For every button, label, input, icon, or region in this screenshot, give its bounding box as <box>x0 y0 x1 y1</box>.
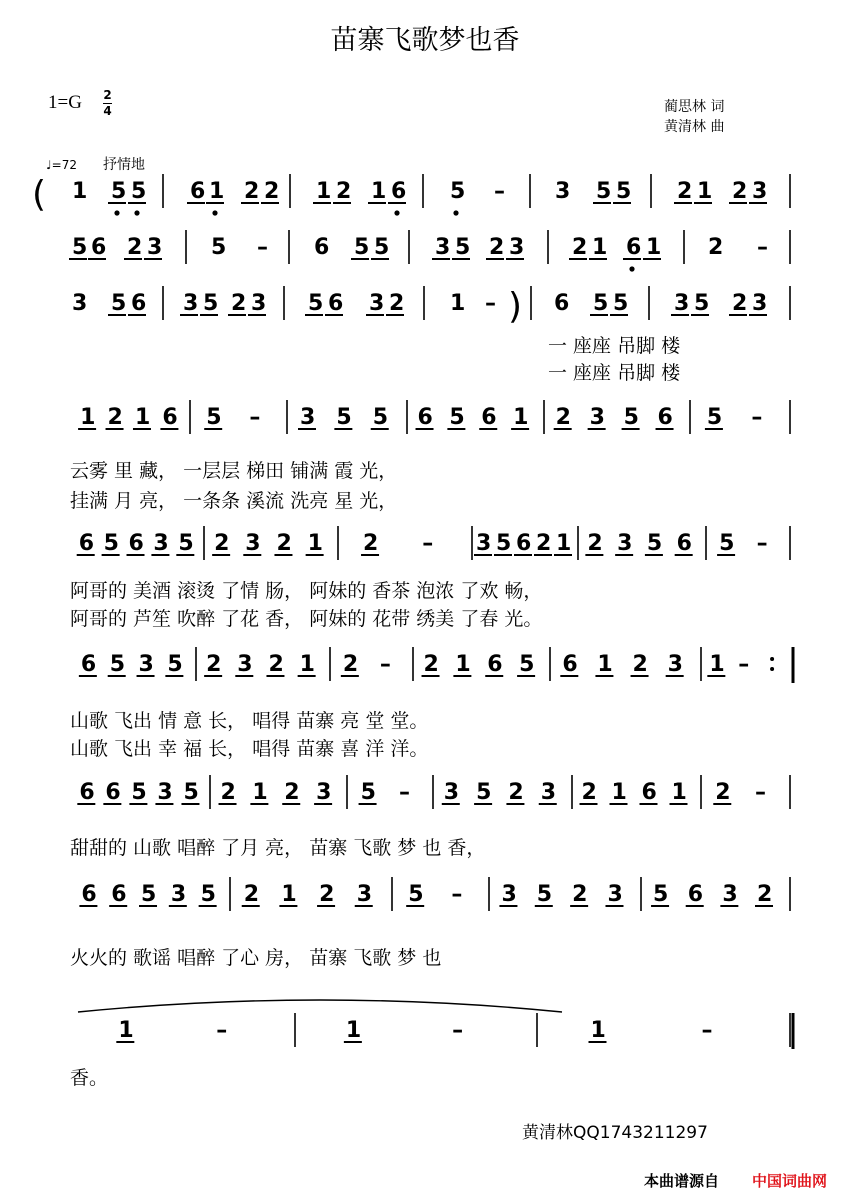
meter-bottom: 4 <box>103 104 112 118</box>
note-digit: 5 <box>449 405 465 430</box>
note-digit: 2 <box>268 652 284 677</box>
dash-sustain: – <box>756 531 768 556</box>
note-digit: 5 <box>167 652 183 677</box>
note-digit: 6 <box>626 235 642 260</box>
note-digit: 1 <box>592 235 608 260</box>
dash-sustain: – <box>757 235 768 260</box>
note-digit: 2 <box>489 235 505 260</box>
note-digit: 5 <box>336 405 352 430</box>
note-digit: 6 <box>314 235 330 260</box>
note-digit: 2 <box>536 531 552 556</box>
note-digit: 3 <box>667 652 683 677</box>
lower-octave-dot <box>212 210 217 215</box>
note-digit: 6 <box>516 531 532 556</box>
note-digit: 2 <box>264 179 280 204</box>
verse-intro-line-2: 一 座座 吊脚 楼 <box>548 362 681 384</box>
note-digit: 3 <box>555 179 571 204</box>
page-title: 苗寨飞歌梦也香 <box>330 25 520 56</box>
note-digit: 1 <box>299 652 315 677</box>
note-digit: 3 <box>153 531 169 556</box>
note-digit: 6 <box>657 405 673 430</box>
note-digit: 5 <box>103 531 119 556</box>
note-digit: 2 <box>572 882 588 907</box>
note-digit: 1 <box>252 780 268 805</box>
lower-octave-dot <box>629 266 634 271</box>
note-digit: 5 <box>206 405 222 430</box>
note-digit: 6 <box>487 652 503 677</box>
note-digit: 6 <box>676 531 692 556</box>
note-digit: 6 <box>80 652 97 677</box>
meter-top: 2 <box>103 88 112 102</box>
note-digit: 3 <box>540 780 557 805</box>
dash-sustain: – <box>451 882 463 907</box>
lyric-row-2-line-2: 阿哥的 芦笙 吹醉 了花 香， 阿妹的 花带 绣美 了春 光。 <box>70 608 543 630</box>
note-digit: 1 <box>72 179 88 204</box>
note-digit: 1 <box>709 652 725 677</box>
dash-sustain: – <box>452 1018 464 1043</box>
note-digit: 3 <box>476 531 492 556</box>
note-digit: 2 <box>757 882 773 907</box>
note-digit: 2 <box>423 652 439 677</box>
note-digit: 2 <box>107 405 123 430</box>
lyric-row-6-line-1: 香。 <box>70 1067 109 1089</box>
note-digit: 6 <box>128 531 144 556</box>
note-digit: 3 <box>369 291 385 316</box>
note-digit: 5 <box>476 780 492 805</box>
note-digit: 5 <box>200 882 216 907</box>
note-digit: 5 <box>719 531 735 556</box>
note-digit: 5 <box>596 179 612 204</box>
dash-sustain: – <box>738 652 750 677</box>
note-digit: 6 <box>79 780 95 805</box>
note-digit: 2 <box>220 780 236 805</box>
contact-text: 黄清林QQ1743211297 <box>522 1123 708 1143</box>
note-digit: 2 <box>127 235 143 260</box>
note-digit: 1 <box>590 1018 606 1043</box>
note-digit: 3 <box>138 652 154 677</box>
lyric-row-1-line-2: 挂满 月 亮， 一条条 溪流 洗亮 星 光， <box>70 490 398 512</box>
lyric-row-1-line-1: 云雾 里 藏， 一层层 梯田 铺满 霞 光， <box>70 460 398 482</box>
tempo-value: ♩=72 <box>46 158 77 172</box>
note-digit: 6 <box>190 179 206 204</box>
note-digit: 6 <box>687 882 704 907</box>
note-digit: 5 <box>455 235 471 260</box>
note-digit: 1 <box>450 291 466 316</box>
note-digit: 1 <box>307 531 323 556</box>
note-digit: 1 <box>316 179 332 204</box>
note-digit: 2 <box>336 179 352 204</box>
lower-octave-dot <box>134 210 139 215</box>
note-digit: 5 <box>183 780 199 805</box>
note-digit: 5 <box>360 780 376 805</box>
note-digit: 6 <box>417 405 433 430</box>
note-digit: 5 <box>646 531 663 556</box>
note-digit: 5 <box>653 882 669 907</box>
note-digit: 5 <box>613 291 629 316</box>
note-digit: 6 <box>91 235 107 260</box>
lyric-row-3-line-2: 山歌 飞出 幸 福 长， 唱得 苗寨 喜 洋 洋。 <box>70 738 429 760</box>
dash-sustain: – <box>216 1018 228 1043</box>
note-digit: 6 <box>81 882 97 907</box>
note-digit: 5 <box>496 531 512 556</box>
dash-sustain: – <box>398 780 410 805</box>
note-digit: 2 <box>732 291 748 316</box>
note-digit: 5 <box>623 405 639 430</box>
note-digit: 2 <box>319 882 335 907</box>
source-site-link[interactable]: 中国词曲网 <box>752 1172 828 1190</box>
note-digit: 5 <box>131 780 147 805</box>
note-digit: 3 <box>183 291 199 316</box>
note-digit: 5 <box>111 179 127 204</box>
note-digit: 2 <box>632 652 648 677</box>
repeat-dot <box>770 667 774 671</box>
note-digit: 5 <box>109 652 126 677</box>
note-digit: 5 <box>450 179 466 204</box>
note-digit: 2 <box>581 780 597 805</box>
note-digit: 3 <box>752 179 768 204</box>
note-digit: 3 <box>501 882 517 907</box>
lyric-row-3-line-1: 山歌 飞出 情 意 长， 唱得 苗寨 亮 堂 堂。 <box>70 710 429 732</box>
note-digit: 3 <box>245 531 261 556</box>
note-digit: 2 <box>572 235 588 260</box>
note-digit: 3 <box>170 882 187 907</box>
note-digit: 5 <box>374 235 390 260</box>
note-digit: 6 <box>328 291 344 316</box>
note-digit: 5 <box>178 531 194 556</box>
note-digit: 5 <box>72 235 88 260</box>
note-digit: 2 <box>715 780 731 805</box>
dash-sustain: – <box>494 179 505 204</box>
note-digit: 1 <box>646 235 662 260</box>
dash-sustain: – <box>485 291 496 316</box>
dash-sustain: – <box>701 1018 713 1043</box>
note-digit: 2 <box>206 652 222 677</box>
note-digit: 6 <box>131 291 147 316</box>
note-digit: 3 <box>617 531 633 556</box>
note-digit: 2 <box>508 780 524 805</box>
note-digit: 3 <box>356 882 373 907</box>
note-digit: 6 <box>105 780 121 805</box>
note-digit: 1 <box>134 405 151 430</box>
note-digit: 2 <box>363 531 379 556</box>
note-digit: 2 <box>231 291 247 316</box>
note-digit: 6 <box>554 291 570 316</box>
note-digit: 5 <box>694 291 710 316</box>
note-digit: 5 <box>203 291 219 316</box>
note-digit: 2 <box>389 291 405 316</box>
note-digit: 5 <box>593 291 609 316</box>
note-digit: 2 <box>555 405 571 430</box>
note-digit: 6 <box>481 405 497 430</box>
note-digit: 1 <box>513 405 529 430</box>
source-label: 本曲谱源自 <box>644 1172 720 1190</box>
note-digit: 3 <box>316 780 332 805</box>
note-digit: 2 <box>243 882 260 907</box>
note-digit: 3 <box>157 780 173 805</box>
note-digit: 1 <box>671 780 687 805</box>
note-digit: 6 <box>391 179 407 204</box>
note-digit: 3 <box>435 235 451 260</box>
note-digit: 1 <box>118 1018 134 1043</box>
note-digit: 5 <box>616 179 632 204</box>
note-digit: 2 <box>276 531 292 556</box>
composer-credit: 黄清林 曲 <box>664 119 725 135</box>
tie-arc <box>78 1000 562 1012</box>
note-digit: 3 <box>752 291 768 316</box>
note-digit: 3 <box>237 652 253 677</box>
lyric-row-4-line-1: 甜甜的 山歌 唱醉 了月 亮， 苗寨 飞歌 梦 也 香， <box>70 837 486 859</box>
note-digit: 3 <box>443 780 460 805</box>
dash-sustain: – <box>379 652 391 677</box>
note-digit: 3 <box>607 882 623 907</box>
dash-sustain: – <box>249 405 261 430</box>
verse-intro-line-1: 一 座座 吊脚 楼 <box>548 335 681 357</box>
note-digit: 2 <box>342 652 359 677</box>
note-digit: 5 <box>308 291 324 316</box>
note-digit: 5 <box>706 405 723 430</box>
note-digit: 3 <box>589 405 605 430</box>
note-digit: 1 <box>697 179 713 204</box>
note-digit: 1 <box>611 780 627 805</box>
note-digit: 5 <box>536 882 553 907</box>
note-digit: 1 <box>597 652 613 677</box>
note-digit: 2 <box>214 531 230 556</box>
note-digit: 3 <box>722 882 738 907</box>
dash-sustain: – <box>257 235 268 260</box>
note-digit: 1 <box>281 882 297 907</box>
note-digit: 3 <box>251 291 267 316</box>
note-digit: 5 <box>519 652 535 677</box>
note-digit: 6 <box>641 780 657 805</box>
dash-sustain: – <box>422 531 434 556</box>
note-digit: 3 <box>674 291 690 316</box>
note-digit: 5 <box>111 291 127 316</box>
lower-octave-dot <box>453 210 458 215</box>
note-digit: 6 <box>162 405 178 430</box>
lyric-row-5-line-1: 火火的 歌谣 唱醉 了心 房， 苗寨 飞歌 梦 也 <box>70 947 442 969</box>
lower-octave-dot <box>394 210 399 215</box>
note-digit: 1 <box>345 1018 362 1043</box>
note-digit: 5 <box>211 235 227 260</box>
dash-sustain: – <box>751 405 763 430</box>
note-digit: 5 <box>408 882 424 907</box>
note-digit: 5 <box>354 235 370 260</box>
note-digit: 3 <box>147 235 163 260</box>
lyricist-credit: 蔺思林 词 <box>664 99 725 115</box>
note-digit: 2 <box>732 179 748 204</box>
note-digit: 2 <box>708 235 724 260</box>
note-digit: 1 <box>80 405 96 430</box>
expression-text: 抒情地 <box>102 157 145 173</box>
note-digit: 3 <box>509 235 525 260</box>
note-digit: 6 <box>562 652 578 677</box>
repeat-dot <box>770 657 774 661</box>
note-digit: 6 <box>111 882 127 907</box>
note-digit: 5 <box>372 405 389 430</box>
note-digit: 5 <box>141 882 157 907</box>
note-digit: 2 <box>284 780 300 805</box>
note-digit: 3 <box>300 405 316 430</box>
note-digit: 2 <box>677 179 693 204</box>
parenthesis: ( <box>32 174 47 215</box>
note-digit: 1 <box>556 531 572 556</box>
note-digit: 3 <box>72 291 88 316</box>
dash-sustain: – <box>754 780 766 805</box>
note-digit: 1 <box>455 652 471 677</box>
parenthesis: ) <box>508 286 523 327</box>
note-digit: 1 <box>209 179 225 204</box>
key-signature: 1=G <box>48 92 82 113</box>
note-digit: 2 <box>244 179 260 204</box>
note-digit: 2 <box>587 531 603 556</box>
note-digit: 6 <box>78 531 95 556</box>
note-digit: 1 <box>371 179 387 204</box>
lyric-row-2-line-1: 阿哥的 美酒 滚烫 了情 肠， 阿妹的 香茶 泡浓 了欢 畅， <box>70 580 543 602</box>
lower-octave-dot <box>114 210 119 215</box>
note-digit: 5 <box>131 179 147 204</box>
